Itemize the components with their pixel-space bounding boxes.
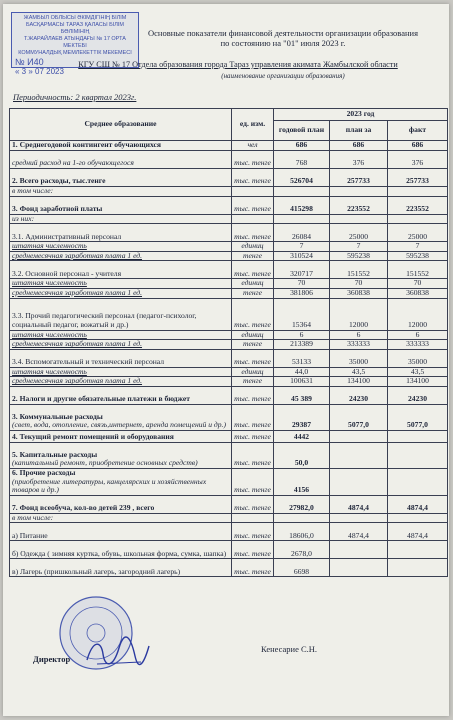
row-label: [10, 187, 232, 197]
cell-period: 25000: [330, 224, 388, 242]
cell-period: 151552: [330, 261, 388, 279]
row-label: [10, 442, 232, 468]
cell-unit: тыс. тенге: [232, 559, 274, 577]
row-label: [10, 495, 232, 513]
cell-period: 7: [330, 242, 388, 252]
cell-unit: единиц: [232, 279, 274, 289]
row-label-text: из них:: [12, 213, 35, 223]
cell-period: 595238: [330, 251, 388, 261]
row-label: [10, 468, 232, 495]
cell-fact: 4874,4: [388, 495, 448, 513]
cell-unit: тыс. тенге: [232, 349, 274, 367]
cell-fact: 5077,0: [388, 404, 448, 430]
cell-period: 686: [330, 141, 388, 151]
cell-period: [330, 430, 388, 442]
cell-period: [330, 442, 388, 468]
row-label-text: штатная численность: [12, 278, 87, 288]
cell-annual: 7: [274, 242, 330, 252]
cell-annual: 686: [274, 141, 330, 151]
row-label-text: 7. Фонд всеобуча, кол-во детей 239 , всего: [12, 503, 155, 513]
stamp-line: КОММУНАЛДЫҚ МЕМЛЕКЕТТІК МЕКЕМЕСІ: [18, 50, 132, 56]
row-label-text: 3.2. Основной персонал - учителя: [12, 268, 122, 278]
row-label-text: б) Одежда ( зимняя куртка, обувь, школьная форма, сумка, шапка): [12, 548, 227, 558]
row-label-text: 3.3. Прочий педагогический персонал (педагог-психолог, социальный педагог, вожатый и др.): [12, 311, 197, 329]
row-label-text: 6. Прочие расходы: [12, 467, 76, 477]
row-label: [10, 261, 232, 279]
row-label: [10, 151, 232, 169]
table-row: [10, 523, 448, 541]
cell-unit: тыс. тенге: [232, 468, 274, 495]
cell-fact: [388, 513, 448, 523]
cell-unit: тыс. тенге: [232, 151, 274, 169]
cell-annual: [274, 187, 330, 197]
row-label: [10, 559, 232, 577]
cell-annual: [274, 513, 330, 523]
row-label-text: 2. Всего расходы, тыс.тенге: [12, 176, 106, 186]
row-label: [10, 386, 232, 404]
row-sublabel: (свет, вода, отопление, связь,интернет, аренда помещений и др.): [12, 420, 226, 430]
row-label-text: 3.4. Вспомогательный и технический персонал: [12, 357, 165, 367]
cell-fact: 686: [388, 141, 448, 151]
cell-period: [330, 214, 388, 224]
table-row: [10, 541, 448, 559]
report-header: [123, 28, 443, 48]
table-row: [10, 386, 448, 404]
signature-name: Кенесарие С.Н.: [261, 644, 318, 654]
cell-period: 4874,4: [330, 495, 388, 513]
row-label-text: 4. Текущий ремонт помещений и оборудования: [12, 432, 174, 442]
cell-unit: тыс. тенге: [232, 196, 274, 214]
cell-unit: тыс. тенге: [232, 523, 274, 541]
row-label-text: а) Питание: [12, 530, 48, 540]
cell-period: 360838: [330, 288, 388, 298]
report-title: Основные показатели финансовой деятельности организации образования: [148, 28, 418, 38]
table-row: [10, 141, 448, 151]
table-row: [10, 214, 448, 224]
cell-annual: 213389: [274, 340, 330, 350]
row-label: [10, 340, 232, 350]
cell-period: 5077,0: [330, 404, 388, 430]
table-row: [10, 169, 448, 187]
cell-unit: тыс. тенге: [232, 404, 274, 430]
cell-annual: 50,0: [274, 442, 330, 468]
cell-unit: единиц: [232, 367, 274, 377]
stamp-line: Т.ЖАРАЙЛАЕВ АТЫНДАҒЫ № 17 ОРТА МЕКТЕБІ: [24, 36, 126, 49]
header-annual: годовой план: [274, 121, 330, 141]
row-label-text: в том числе:: [12, 186, 54, 195]
cell-annual: 100631: [274, 377, 330, 387]
cell-unit: тыс. тенге: [232, 224, 274, 242]
cell-period: 12000: [330, 298, 388, 330]
table-row: [10, 187, 448, 197]
row-label-text: среднемесячная заработная плата 1 ед.: [12, 287, 143, 297]
row-label: [10, 513, 232, 523]
table-row: [10, 224, 448, 242]
cell-annual: 29387: [274, 404, 330, 430]
cell-fact: 70: [388, 279, 448, 289]
cell-unit: тыс. тенге: [232, 495, 274, 513]
cell-fact: 223552: [388, 196, 448, 214]
row-label: [10, 377, 232, 387]
cell-annual: [274, 214, 330, 224]
cell-period: 333333: [330, 340, 388, 350]
signature-role: Директор: [33, 654, 71, 664]
table-row: [10, 468, 448, 495]
table-row: [10, 151, 448, 169]
cell-fact: 4874,4: [388, 523, 448, 541]
cell-unit: тыс. тенге: [232, 541, 274, 559]
row-label-text: 3. Фонд заработной платы: [12, 204, 103, 213]
financial-table: [9, 108, 448, 577]
row-sublabel: (приобретение литературы, канцелярских и хозяйственных товаров и др.): [12, 476, 207, 495]
cell-unit: чел: [232, 141, 274, 151]
cell-period: [330, 559, 388, 577]
row-label: [10, 141, 232, 151]
table-row: [10, 377, 448, 387]
row-label: [10, 288, 232, 298]
cell-fact: 24230: [388, 386, 448, 404]
cell-fact: 595238: [388, 251, 448, 261]
row-label-text: 1. Среднегодовой контингент обучающихся: [12, 140, 162, 150]
cell-unit: [232, 214, 274, 224]
cell-fact: 25000: [388, 224, 448, 242]
table-row: [10, 261, 448, 279]
cell-unit: тенге: [232, 340, 274, 350]
cell-annual: 320717: [274, 261, 330, 279]
cell-period: 43,5: [330, 367, 388, 377]
cell-period: [330, 468, 388, 495]
cell-period: [330, 187, 388, 197]
header-period: план за: [330, 121, 388, 141]
cell-unit: [232, 513, 274, 523]
organization-note: (наименование организации образования): [221, 72, 345, 80]
table-row: [10, 288, 448, 298]
row-label: [10, 404, 232, 430]
cell-fact: [388, 430, 448, 442]
row-label: [10, 251, 232, 261]
cell-period: 70: [330, 279, 388, 289]
cell-unit: тыс. тенге: [232, 430, 274, 442]
cell-fact: [388, 442, 448, 468]
cell-unit: единиц: [232, 242, 274, 252]
row-sublabel: (капитальный ремонт, приобретение основных средств): [12, 458, 198, 468]
cell-annual: 44,0: [274, 367, 330, 377]
cell-unit: тыс. тенге: [232, 386, 274, 404]
table-row: [10, 513, 448, 523]
row-label: [10, 541, 232, 559]
cell-period: 35000: [330, 349, 388, 367]
table-row: [10, 495, 448, 513]
cell-annual: 27982,0: [274, 495, 330, 513]
table-row: [10, 442, 448, 468]
cell-fact: 35000: [388, 349, 448, 367]
cell-annual: 768: [274, 151, 330, 169]
cell-annual: 310524: [274, 251, 330, 261]
cell-annual: 415298: [274, 196, 330, 214]
row-label-text: 3. Коммунальные расходы: [12, 411, 103, 421]
row-label-text: штатная численность: [12, 329, 87, 339]
row-label-text: в том числе:: [12, 512, 54, 522]
cell-annual: 4442: [274, 430, 330, 442]
stamp-line: ЖАМБЫЛ ОБЛЫСЫ ӘКІМДІГІНІҢ БІЛІМ: [23, 15, 127, 21]
table-row: [10, 559, 448, 577]
table-body: [10, 141, 448, 577]
cell-unit: [232, 187, 274, 197]
cell-fact: 12000: [388, 298, 448, 330]
row-label-text: штатная численность: [12, 366, 87, 376]
cell-fact: [388, 468, 448, 495]
cell-annual: 526704: [274, 169, 330, 187]
periodicity: Периодичность: 2 квартал 2023г.: [13, 92, 137, 102]
header-fact: факт: [388, 121, 448, 141]
cell-annual: 6698: [274, 559, 330, 577]
table-row: [10, 340, 448, 350]
row-label: [10, 169, 232, 187]
cell-period: 4874,4: [330, 523, 388, 541]
table-row: [10, 298, 448, 330]
row-label: [10, 196, 232, 214]
row-label: [10, 214, 232, 224]
cell-period: 24230: [330, 386, 388, 404]
cell-fact: 151552: [388, 261, 448, 279]
cell-period: 134100: [330, 377, 388, 387]
header-name: Среднее образование: [10, 109, 232, 141]
cell-period: 223552: [330, 196, 388, 214]
cell-annual: 15364: [274, 298, 330, 330]
cell-fact: 257733: [388, 169, 448, 187]
cell-period: 6: [330, 330, 388, 340]
cell-annual: 70: [274, 279, 330, 289]
row-label: [10, 349, 232, 367]
table-row: [10, 251, 448, 261]
row-label: [10, 430, 232, 442]
cell-period: [330, 541, 388, 559]
report-date: по состоянию на "01" июля 2023 г.: [220, 38, 346, 48]
stamp-date: « 3 » 07 2023: [15, 67, 64, 76]
stamp-number: № И40: [15, 57, 44, 67]
row-label: [10, 224, 232, 242]
table-row: [10, 196, 448, 214]
row-label-text: 2. Налоги и другие обязательные платежи в бюджет: [12, 394, 191, 404]
cell-unit: тыс. тенге: [232, 442, 274, 468]
cell-annual: 26084: [274, 224, 330, 242]
cell-fact: 376: [388, 151, 448, 169]
table-row: [10, 404, 448, 430]
cell-fact: 6: [388, 330, 448, 340]
cell-fact: 134100: [388, 377, 448, 387]
cell-annual: 53133: [274, 349, 330, 367]
row-label-text: средний расход на 1-го обучающегося: [12, 158, 134, 168]
cell-annual: 45 389: [274, 386, 330, 404]
cell-unit: тыс. тенге: [232, 169, 274, 187]
cell-fact: 333333: [388, 340, 448, 350]
cell-period: 257733: [330, 169, 388, 187]
row-label-text: 3.1. Административный персонал: [12, 231, 122, 241]
cell-fact: 360838: [388, 288, 448, 298]
cell-annual: 2678,0: [274, 541, 330, 559]
cell-annual: 18606,0: [274, 523, 330, 541]
cell-unit: тыс. тенге: [232, 298, 274, 330]
cell-fact: [388, 559, 448, 577]
cell-unit: тенге: [232, 377, 274, 387]
cell-unit: тенге: [232, 251, 274, 261]
cell-unit: единиц: [232, 330, 274, 340]
cell-unit: тенге: [232, 288, 274, 298]
row-label-text: среднемесячная заработная плата 1 ед.: [12, 250, 143, 260]
header-year: 2023 год: [274, 109, 448, 121]
cell-fact: 7: [388, 242, 448, 252]
signature-icon: [83, 634, 153, 670]
cell-period: [330, 513, 388, 523]
cell-annual: 4156: [274, 468, 330, 495]
row-label: [10, 523, 232, 541]
cell-fact: [388, 541, 448, 559]
cell-annual: 381806: [274, 288, 330, 298]
row-label: [10, 298, 232, 330]
cell-unit: тыс. тенге: [232, 261, 274, 279]
row-label-text: среднемесячная заработная плата 1 ед.: [12, 376, 143, 386]
document-page: [3, 4, 449, 716]
row-label-text: среднемесячная заработная плата 1 ед.: [12, 339, 143, 349]
cell-fact: [388, 187, 448, 197]
row-label-text: штатная численность: [12, 241, 87, 251]
organization-name: КГУ СШ № 17 Отдела образования города Тараз управления акимата Жамбылской области: [78, 60, 398, 69]
stamp-line: БАСҚАРМАСЫ ТАРАЗ ҚАЛАСЫ БІЛІМ БӨЛІМІНІҢ: [26, 22, 124, 35]
cell-period: 376: [330, 151, 388, 169]
table-row: [10, 430, 448, 442]
cell-fact: [388, 214, 448, 224]
row-label-text: в) Лагерь (пришкольный лагерь, загородний лагерь): [12, 566, 181, 576]
header-unit: ед. изм.: [232, 109, 274, 141]
table-row: [10, 349, 448, 367]
cell-fact: 43,5: [388, 367, 448, 377]
row-label-text: 5. Капитальные расходы: [12, 449, 98, 459]
cell-annual: 6: [274, 330, 330, 340]
